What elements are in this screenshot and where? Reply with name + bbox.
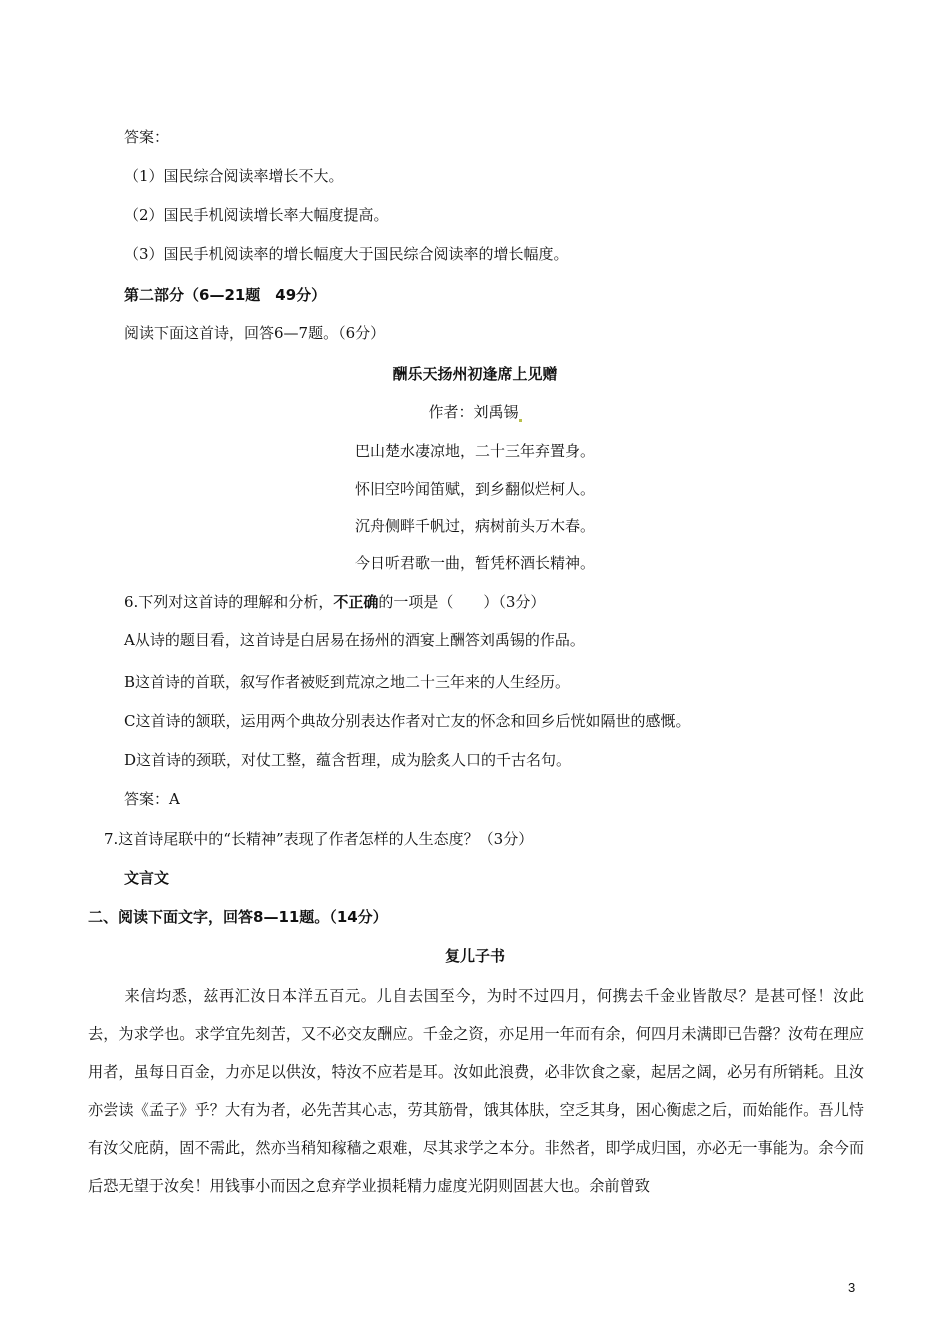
q6-stem-bold: 不正确 [333, 593, 379, 611]
q6-option-b: B这首诗的首联，叙写作者被贬到荒凉之地二十三年来的人生经历。 [124, 673, 571, 691]
classical-heading: 二、阅读下面文字，回答8—11题。（14分） [88, 908, 388, 926]
q6-stem-before: 6.下列对这首诗的理解和分析， [124, 593, 334, 611]
q6-answer: 答案：A [124, 790, 180, 808]
q6-option-a: A从诗的题目看，这首诗是白居易在扬州的酒宴上酬答刘禹锡的作品。 [124, 631, 585, 649]
q6-stem [124, 592, 545, 612]
classical-text-content: 来信均悉，兹再汇汝日本洋五百元。儿自去国至今，为时不过四月，何携去千金业皆散尽？是甚可怪！汝此去，为求学也。求学宜先刻苦，又不必交友酬应。千金之资，亦足用一年而有余，何四月未满即已告罄？汝苟在理应用者，虽每日百金，力亦足以供汝，特汝不应若是耳。汝如此浪费，必非饮食之豪，起居之阔，必另有所销耗。且汝亦尝读《孟子》乎？大有为者，必先苦其心志，劳其筋骨，饿其体肤，空乏其身，困心衡虑之后，而始能作。吾儿恃有汝父庇荫，固不需此，然亦当稍知稼穑之艰难，尽其求学之本分。非然者，即学成归国，亦必无一事能为。余今而后恐无望于汝矣！用钱事小而因之怠弃学业损耗精力虚度光阴则固甚大也。余前曾致 [88, 987, 864, 1195]
q7-stem: 7.这首诗尾联中的“长精神”表现了作者怎样的人生态度？（3分） [104, 830, 534, 848]
part2-heading: 第二部分（6—21题 49分） [124, 286, 327, 304]
poem-author [0, 402, 950, 422]
poem-line-1: 巴山楚水凄凉地，二十三年弃置身。 [354, 442, 595, 460]
poem-author-text: 作者：刘禹锡 [428, 403, 519, 421]
classical-section-label: 文言文 [124, 869, 170, 887]
editor-mark [519, 419, 522, 422]
poem-line-4: 今日听君歌一曲，暂凭杯酒长精神。 [354, 554, 595, 572]
q6-option-d: D这首诗的颈联，对仗工整，蕴含哲理，成为脍炙人口的千古名句。 [124, 751, 572, 769]
part2-instruction: 阅读下面这首诗，回答6—7题。（6分） [124, 324, 386, 342]
answer-label: 答案： [124, 128, 170, 146]
classical-text [88, 977, 864, 1205]
poem-line-3: 沉舟侧畔千帆过，病树前头万木春。 [354, 517, 595, 535]
q6-option-c: C这首诗的颔联，运用两个典故分别表达作者对亡友的怀念和回乡后恍如隔世的感慨。 [124, 712, 691, 730]
q6-stem-after: 的一项是（ ）（3分） [378, 593, 546, 611]
answer-item-2: （2）国民手机阅读增长率大幅度提高。 [124, 206, 389, 224]
answer-item-1: （1）国民综合阅读率增长不大。 [124, 167, 344, 185]
poem-title: 酬乐天扬州初逢席上见赠 [392, 365, 558, 383]
answer-item-3: （3）国民手机阅读率的增长幅度大于国民综合阅读率的增长幅度。 [124, 245, 569, 263]
poem-line-2: 怀旧空吟闻笛赋，到乡翻似烂柯人。 [354, 480, 595, 498]
classical-title: 复儿子书 [444, 947, 505, 965]
page-number: 3 [848, 1280, 856, 1295]
